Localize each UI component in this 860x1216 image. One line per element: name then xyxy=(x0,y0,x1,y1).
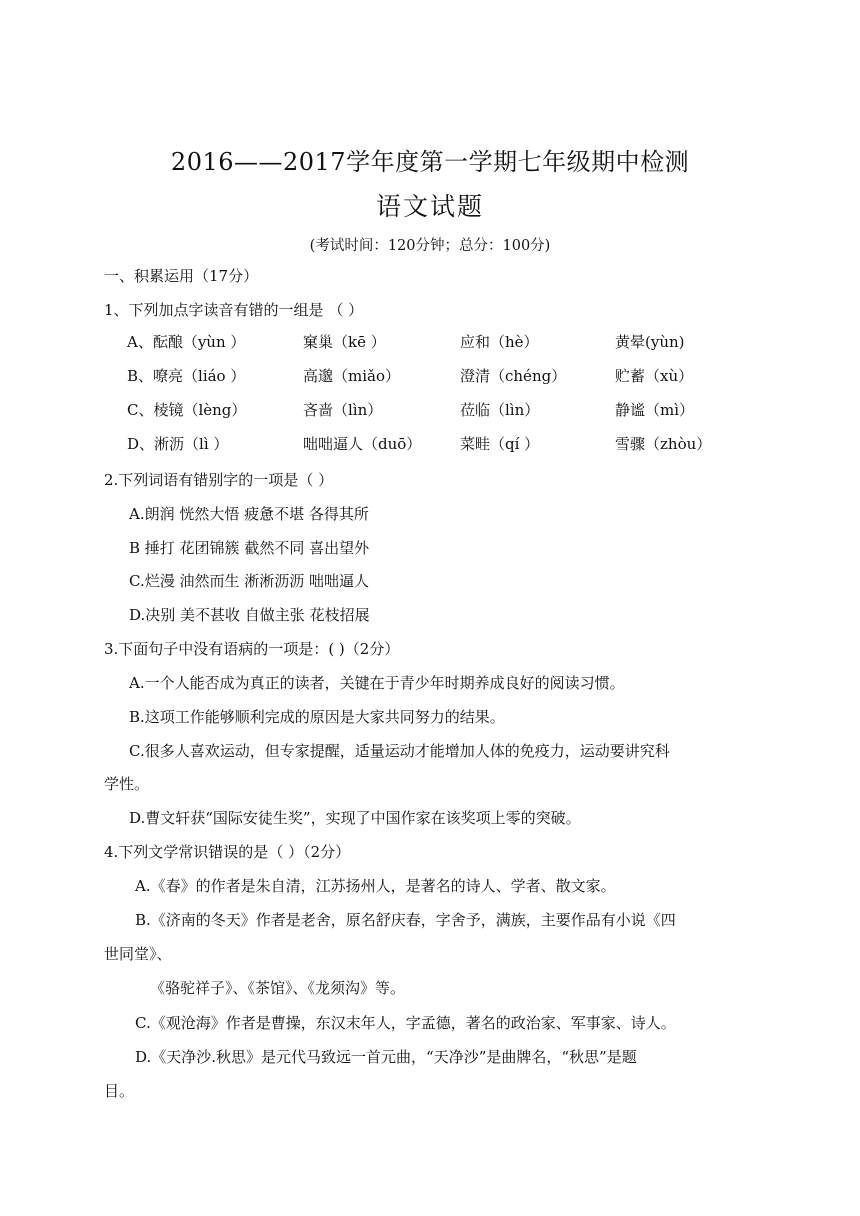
q1-option-d-word1: D、淅沥（lì ） xyxy=(127,435,229,453)
q4-option-b-cont2: 《骆驼祥子》、《茶馆》、《龙须沟》等。 xyxy=(150,979,406,997)
q3-option-c-cont: 学性。 xyxy=(104,775,150,793)
section-heading: 一、积累运用（17分） xyxy=(104,267,259,285)
q4-option-a: A.《春》的作者是朱自清，江苏扬州人，是著名的诗人、学者、散文家。 xyxy=(135,877,616,895)
q1-option-a-word2: 窠巢（kē ） xyxy=(303,333,386,351)
q2-option-a: A.朗润 恍然大悟 疲惫不堪 各得其所 xyxy=(129,505,369,523)
q1-option-c-word3: 莅临（lìn） xyxy=(460,401,540,419)
q3-option-d: D.曹文轩获“国际安徒生奖”，实现了中国作家在该奖项上零的突破。 xyxy=(129,809,581,827)
q1-option-b-word1: B、嘹亮（liáo ） xyxy=(127,367,246,385)
question-3-stem: 3.下面句子中没有语病的一项是：( )（2分） xyxy=(104,640,400,658)
q1-option-c-word1: C、棱镜（lèng） xyxy=(127,401,247,419)
q1-option-c-word4: 静谧（mì） xyxy=(615,401,695,419)
q1-option-a-word1: A、酝酿（yùn ） xyxy=(127,333,246,351)
q2-option-b: B 捶打 花团锦簇 截然不同 喜出望外 xyxy=(129,539,370,557)
q3-option-c: C.很多人喜欢运动，但专家提醒，适量运动才能增加人体的免疫力，运动要讲究科 xyxy=(129,742,670,760)
exam-title: 2016——2017学年度第一学期七年级期中检测 xyxy=(170,148,690,176)
q4-option-c: C.《观沧海》作者是曹操，东汉末年人，字孟德，著名的政治家、军事家、诗人。 xyxy=(135,1014,676,1032)
q4-option-b-cont1: 世同堂》、 xyxy=(104,945,172,963)
exam-subject: 语文试题 xyxy=(375,192,484,221)
q4-option-d-cont: 目。 xyxy=(104,1082,135,1100)
q1-option-d-word2: 咄咄逼人（duō） xyxy=(303,435,422,453)
q2-option-c: C.烂漫 油然而生 淅淅沥沥 咄咄逼人 xyxy=(129,572,370,590)
q1-option-d-word3: 菜畦（qí ） xyxy=(460,435,540,453)
q1-option-b-word2: 高邈（miǎo） xyxy=(303,367,400,385)
q1-option-d-word4: 雪骤（zhòu） xyxy=(615,435,712,453)
question-4-stem: 4.下列文学常识错误的是（ ）（2分） xyxy=(104,843,351,861)
q4-option-d: D.《天净沙.秋思》是元代马致远一首元曲，“天净沙”是曲牌名，“秋思”是题 xyxy=(135,1048,637,1066)
q1-option-a-word3: 应和（hè） xyxy=(460,333,539,351)
q3-option-a: A.一个人能否成为真正的读者，关键在于青少年时期养成良好的阅读习惯。 xyxy=(129,674,625,692)
q1-option-a-word4: 黄晕(yùn) xyxy=(615,333,685,351)
question-2-stem: 2.下列词语有错别字的一项是（ ） xyxy=(104,471,334,489)
q1-option-b-word4: 贮蓄（xù） xyxy=(615,367,694,385)
q3-option-b: B.这项工作能够顺利完成的原因是大家共同努力的结果。 xyxy=(129,708,505,726)
q2-option-d: D.决别 美不甚收 自做主张 花枝招展 xyxy=(129,606,370,624)
question-1-stem: 1、下列加点字读音有错的一组是 （ ） xyxy=(104,301,364,319)
q4-option-b: B.《济南的冬天》作者是老舍，原名舒庆春，字舍予，满族，主要作品有小说《四 xyxy=(135,911,676,929)
q1-option-b-word3: 澄清（chéng） xyxy=(460,367,567,385)
exam-time-note: (考试时间：120分钟；总分：100分) xyxy=(309,238,551,254)
q1-option-c-word2: 吝啬（lìn） xyxy=(303,401,383,419)
